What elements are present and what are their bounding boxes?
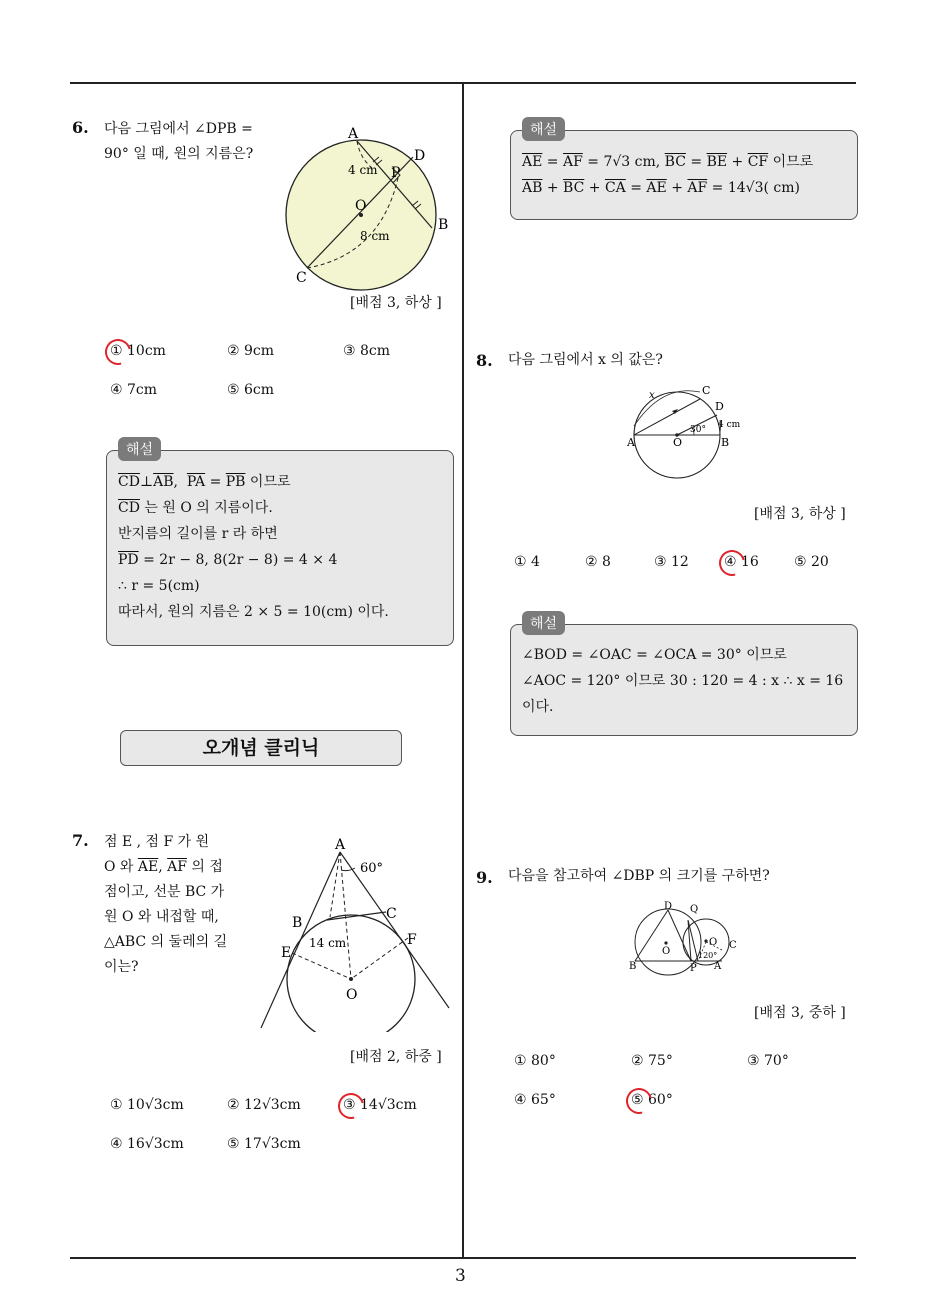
q8-option-2[interactable]: ② 8 <box>585 554 611 570</box>
q8-solution-tag: 해설 <box>522 611 565 635</box>
label-4cm: 4 cm <box>718 420 741 430</box>
label-F: F <box>407 932 417 948</box>
label-O: O <box>346 987 358 1003</box>
q6-option-2[interactable]: ② 9cm <box>227 343 275 359</box>
q7-option-5[interactable]: ⑤ 17√3cm <box>227 1136 301 1152</box>
q8-figure <box>622 380 752 480</box>
label-P: P <box>690 963 697 974</box>
label-B: B <box>292 915 303 931</box>
label-A: A <box>348 126 359 142</box>
label-8cm: 8 cm <box>360 229 390 243</box>
q6-sol-line2: $\overline{CD}$ 는 원 O 의 지름이다. <box>118 500 273 516</box>
label-B: B <box>721 436 730 449</box>
q8-number: 8. <box>476 351 493 370</box>
label-O: O <box>355 198 367 214</box>
label-D: D <box>664 901 673 912</box>
q7-solution-tag: 해설 <box>522 117 565 141</box>
label-30deg: 30° <box>690 425 706 435</box>
label-O2: O <box>709 937 718 948</box>
q8-sol-line1: ∠BOD = ∠OAC = ∠OCA = 30° 이므로 <box>522 647 787 663</box>
q6-option-5[interactable]: ⑤ 6cm <box>227 382 275 398</box>
label-P: P <box>391 165 401 181</box>
q9-figure <box>626 896 746 976</box>
q9-score: [배점 3, 중하 ] <box>754 1005 846 1021</box>
column-divider <box>462 82 464 1258</box>
label-120deg: 120° <box>698 951 718 960</box>
q7-number: 7. <box>72 831 89 850</box>
q6-sol-line1: $\overline{CD}\perp\overline{AB}$, $\overline{PA} = \overline{PB}$ 이므로 <box>118 474 291 490</box>
q9-option-2[interactable]: ② 75° <box>631 1053 673 1069</box>
label-O: O <box>673 436 683 449</box>
label-O1: O <box>662 946 671 957</box>
label-A: A <box>714 961 722 972</box>
clinic-banner: 오개념 클리닉 <box>120 730 402 766</box>
q6-text: 다음 그림에서 ∠DPB = 90° 일 때, 원의 지름은? <box>104 121 254 162</box>
q6-sol-line4: $\overline{PD} = 2r - 8$, 8(2r − 8) = 4 × 4 <box>118 552 338 568</box>
q6-sol-line6: 따라서, 원의 지름은 2 × 5 = 10(cm) 이다. <box>118 604 389 620</box>
answer-mark-q9 <box>621 1083 657 1119</box>
label-4cm: 4 cm <box>348 163 378 177</box>
answer-mark-q6 <box>100 334 136 370</box>
q7-option-2[interactable]: ② 12√3cm <box>227 1097 301 1113</box>
q6-number: 6. <box>72 118 89 137</box>
q6-solution-tag: 해설 <box>118 437 161 461</box>
q6-sol-line5: ∴ r = 5(cm) <box>118 578 200 594</box>
label-E: E <box>281 945 292 961</box>
q8-sol-line2: ∠AOC = 120° 이므로 30 : 120 = 4 : x ∴ x = 16 <box>522 673 844 689</box>
q7-figure <box>255 832 455 1032</box>
label-C: C <box>702 384 711 397</box>
label-x: x <box>649 390 655 401</box>
label-14cm: 14 cm <box>309 936 347 950</box>
q6-figure <box>280 120 460 300</box>
q8-option-4[interactable]: ④ 16 <box>724 554 759 570</box>
q8-option-5[interactable]: ⑤ 20 <box>794 554 829 570</box>
q9-text: 다음을 참고하여 ∠DBP 의 크기를 구하면? <box>508 868 770 884</box>
q8-score: [배점 3, 하상 ] <box>754 506 846 522</box>
q7-text: 점 E , 점 F 가 원 O 와 $\overline{AE}$, $\overline{AF}$ 의 접 점이고, 선분 BC 가 원 O 와 내접할 때, △ABC 의 둘레의 길 이는? <box>104 834 228 975</box>
q7-option-3[interactable]: ③ 14√3cm <box>343 1097 417 1113</box>
q6-option-3[interactable]: ③ 8cm <box>343 343 391 359</box>
answer-mark-q8 <box>714 545 750 581</box>
label-Q: Q <box>690 904 699 915</box>
q7-sol-line1: $\overline{AE} = \overline{AF} = 7√3$ cm, $\overline{BC} = \overline{BE} + \overline{CF}$ 이므로 <box>522 154 814 170</box>
label-D: D <box>715 400 724 413</box>
q9-option-1[interactable]: ① 80° <box>514 1053 556 1069</box>
label-C: C <box>386 906 397 922</box>
q9-option-3[interactable]: ③ 70° <box>747 1053 789 1069</box>
q6-option-1[interactable]: ① 10cm <box>110 343 166 359</box>
q9-option-4[interactable]: ④ 65° <box>514 1092 556 1108</box>
q7-score: [배점 2, 하중 ] <box>350 1049 442 1065</box>
label-C: C <box>729 940 737 951</box>
q6-sol-line3: 반지름의 길이를 r 라 하면 <box>118 526 278 542</box>
q7-option-4[interactable]: ④ 16√3cm <box>110 1136 184 1152</box>
label-A: A <box>335 837 346 853</box>
q8-text: 다음 그림에서 x 의 값은? <box>508 352 663 368</box>
q6-score: [배점 3, 하상 ] <box>350 295 442 311</box>
label-C: C <box>296 270 307 286</box>
q8-option-1[interactable]: ① 4 <box>514 554 540 570</box>
q8-sol-line3: 이다. <box>522 699 554 715</box>
label-A: A <box>627 436 635 449</box>
label-D: D <box>414 148 426 164</box>
label-60deg: 60° <box>360 861 384 876</box>
q6-option-4[interactable]: ④ 7cm <box>110 382 158 398</box>
q7-sol-line2: $\overline{AB} + \overline{BC} + \overline{CA} = \overline{AE} + \overline{AF} = 14√3$( cm) <box>522 180 800 196</box>
answer-mark-q7 <box>333 1088 369 1124</box>
label-B: B <box>629 961 637 972</box>
label-B: B <box>438 217 449 233</box>
q7-option-1[interactable]: ① 10√3cm <box>110 1097 184 1113</box>
page-number: 3 <box>455 1266 466 1286</box>
q8-option-3[interactable]: ③ 12 <box>654 554 689 570</box>
q7-solution-box <box>510 130 858 220</box>
q9-option-5[interactable]: ⑤ 60° <box>631 1092 673 1108</box>
q9-number: 9. <box>476 868 493 887</box>
